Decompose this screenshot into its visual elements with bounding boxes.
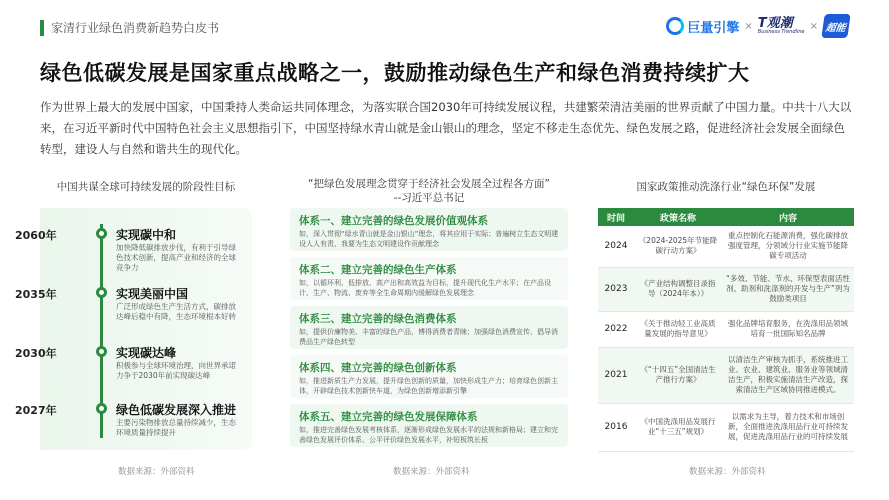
system-card (290, 306, 568, 349)
policy-year: 2024 (598, 226, 634, 267)
ocean-engine-logo (666, 17, 739, 36)
policy-content: 强化品牌培育服务，在洗涤用品领域培育一批国际知名品牌 (722, 311, 854, 347)
timeline-desc: 积极参与全球环境治理，向世界承诺力争于2030年前实现碳达峰 (116, 361, 236, 380)
system-card (290, 355, 568, 398)
timeline-year: 2030年 (15, 347, 57, 360)
policy-name: 《2024-2025年节能降碳行动方案》 (634, 226, 722, 267)
ocean-engine-icon (666, 17, 684, 35)
right-source-note: 数据来源：外部资料 (689, 467, 766, 477)
policy-title: 国家政策推动洗涤行业“绿色环保”发展 (636, 181, 816, 193)
system-title: 体系五、建立完善的绿色发展保障体系 (299, 411, 478, 423)
logo-separator: × (744, 20, 753, 32)
system-title: 体系三、建立完善的绿色消费体系 (299, 313, 457, 325)
trendline-logo (758, 17, 805, 35)
system-card (290, 208, 568, 251)
policy-content: “多效、节能、节水、环保型表面活性剂、助剂和洗涤剂的开发与生产”列为鼓励类项目 (722, 267, 854, 311)
report-title: 家清行业绿色消费新趋势白皮书 (51, 21, 220, 35)
timeline-desc: 主要污染物排放总量持续减少，生态环境质量持续提升 (116, 418, 236, 437)
partner-logos (666, 14, 849, 38)
intro-paragraph: 作为世界上最大的发展中国家，中国秉持人类命运共同体理念，为落实联合国2030年可持续发展议程，共建繁荣清洁美丽的世界贡献了中国力量。中共十八大以来，在习近平新时代中国特色社会主义思想指引下，中国坚持绿水青山就是金山银山的理念，坚定不移走生态优先、绿色发展之路，促进经济社会发展全面绿色转型，建设人与自然和谐共生的现代化。 (40, 100, 852, 156)
policy-name: 《“十四五”全国清洁生产推行方案》 (634, 347, 722, 403)
timeline-year: 2060年 (15, 229, 57, 242)
timeline-heading: 实现碳中和 (116, 228, 177, 242)
system-title: 体系一、建立完善的绿色发展价值观体系 (299, 215, 488, 227)
policy-year: 2016 (598, 403, 634, 451)
system-desc: 如，深入贯彻“绿水青山就是金山银山”理念，将其应用于实际；普遍树立生态文明建设人人有责、我要为生态文明建设作贡献理念 (299, 230, 559, 248)
timeline-desc: 广泛形成绿色生产生活方式，碳排放达峰后稳中有降，生态环境根本好转 (116, 302, 236, 321)
policy-content: 以清洁生产审核为抓手，系统推进工业、农业、建筑业、服务业等领域清洁生产，积极实施清洁生产改造，探索清洁生产区域协同推进模式。 (722, 347, 854, 403)
timeline-heading: 绿色低碳发展深入推进 (116, 403, 237, 417)
timeline-year: 2035年 (15, 288, 57, 301)
trendline-subtitle: Business Trendline (757, 29, 805, 35)
table-row (598, 267, 854, 311)
timeline-year: 2027年 (15, 404, 57, 417)
left-source-note: 数据来源：外部资料 (118, 467, 195, 477)
table-row (598, 347, 854, 403)
table-row (598, 226, 854, 267)
table-row (598, 403, 854, 451)
table-row (598, 311, 854, 347)
policy-content: 以需求为主导，着力技术和市场创新，全面推进洗涤用品行业可持续发展，促进洗涤用品行业的可持续发展 (722, 403, 854, 451)
policy-name: 《产业结构调整目录指导（2024年本）》 (634, 267, 722, 311)
logo-separator: × (809, 20, 818, 32)
system-desc: 如，以循环利、低排放、高产出和高效益为目标，提升现代化生产水平；在产品设计、生产、物流、废弃等全生命周期内缓解绿色发展理念 (299, 279, 551, 297)
page-title: 绿色低碳发展是国家重点战略之一，鼓励推动绿色生产和绿色消费持续扩大 (40, 61, 750, 85)
timeline-dot (96, 403, 107, 414)
system-card (290, 404, 568, 447)
policy-year: 2021 (598, 347, 634, 403)
ocean-engine-wordmark: 巨量引擎 (687, 20, 740, 36)
system-card (290, 257, 568, 300)
timeline-heading: 实现碳达峰 (116, 346, 177, 360)
policy-name: 《关于推动轻工业高质量发展的指导意见》 (634, 311, 722, 347)
timeline-dot (96, 287, 107, 298)
timeline-desc: 加快降低碳排放步伐，有利于引导绿色技术创新，提高产业和经济的全球竞争力 (116, 243, 236, 272)
trendline-wordmark: T观潮 (757, 16, 793, 31)
timeline-dot (96, 346, 107, 357)
column-header: 时间 (598, 208, 634, 226)
column-header: 内容 (722, 208, 854, 226)
quote-title (290, 177, 568, 205)
timeline-heading: 实现美丽中国 (116, 287, 189, 301)
system-desc: 如，推进新质生产力发展，提升绿色创新的质量，加快形成生产力；培育绿色创新主体，开辟绿色技术创新快车道，为绿色创新增添新引擎 (299, 377, 558, 395)
column-header: 政策名称 (634, 208, 722, 226)
quote-author: --习近平总书记 (393, 192, 465, 204)
system-desc: 如，推进完善绿色发展考核体系，逐渐形成绿色发展水平的法规和新格局；建立和完善绿色发展评价体系、公平评价绿色发展水平，补短板筑长板 (299, 426, 558, 444)
chaoneng-logo: 超能 (821, 14, 850, 38)
policy-year: 2022 (598, 311, 634, 347)
middle-source-note: 数据来源：外部资料 (393, 467, 470, 477)
policy-year: 2023 (598, 267, 634, 311)
quote-line: “把绿色发展理念贯穿于经济社会发展全过程各方面” (308, 178, 550, 190)
policy-content: 重点控制化石能源消费，强化碳排放强度管理，分领域分行业实施节能降碳专项活动 (722, 226, 854, 267)
timeline-title: 中国共谋全球可持续发展的阶段性目标 (56, 181, 236, 193)
timeline-dot (96, 228, 107, 239)
policy-name: 《中国洗涤用品发展行业“十三五”规划》 (634, 403, 722, 451)
system-title: 体系二、建立完善的绿色生产体系 (299, 264, 457, 276)
system-desc: 如，提供价廉物美、丰富的绿色产品，博得消费者青睐；加强绿色消费宣传、倡导消费品生产绿色转型 (299, 328, 558, 346)
policy-table (598, 208, 854, 452)
system-title: 体系四、建立完善的绿色创新体系 (299, 362, 457, 374)
header-accent-bar (40, 20, 44, 36)
table-header-row (598, 208, 854, 226)
